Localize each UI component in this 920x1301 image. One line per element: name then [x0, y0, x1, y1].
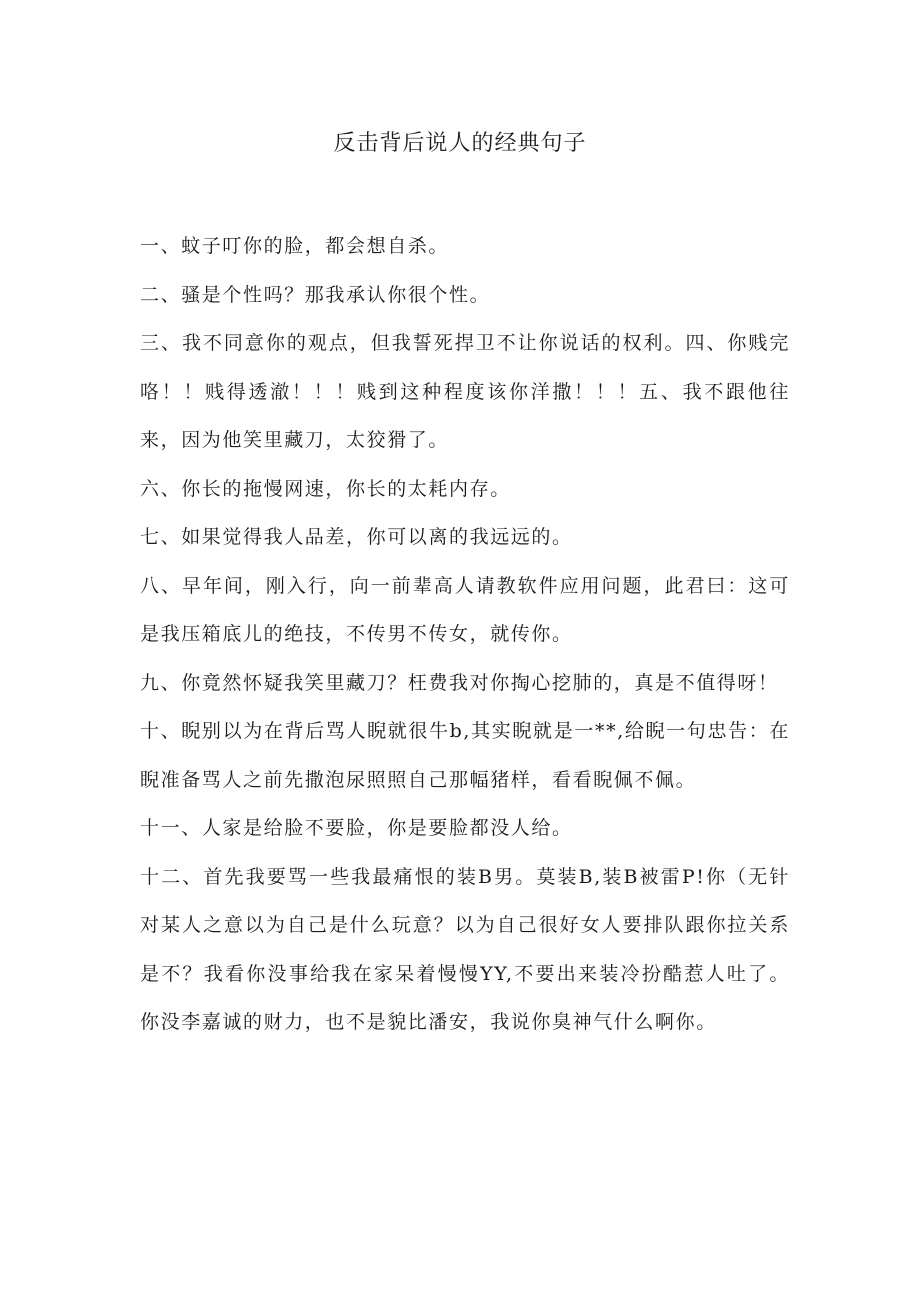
- paragraph-1: 一、蚊子叮你的脸，都会想自杀。: [140, 235, 450, 257]
- paragraph-3: 三、我不同意你的观点，但我誓死捍卫不让你说话的权利。四、你贱完咯！！贱得透澈！！！贱到这种程度该你洋撒！！！五、我不跟他往来，因为他笑里藏刀，太狡猾了。: [140, 332, 790, 451]
- paragraph-9: 十一、人家是给脸不要脸，你是要脸都没人给。: [140, 817, 573, 839]
- paragraph-10: 十二、首先我要骂一些我最痛恨的装B男。莫装B,装B被雷P!你（无针对某人之意以为自己是什么玩意？以为自己很好女人要排队跟你拉关系是不？我看你没事给我在家呆着慢慢YY,不要出来装冷扮酷惹人吐了。你没李嘉诚的财力，也不是貌比潘安，我说你臭神气什么啊你。: [140, 865, 790, 1033]
- document-title: 反击背后说人的经典句子: [333, 131, 587, 156]
- paragraph-2: 二、骚是个性吗？那我承认你很个性。: [140, 283, 491, 306]
- paragraph-5: 七、如果觉得我人品差，你可以离的我远远的。: [140, 526, 573, 548]
- document-body: [140, 222, 790, 1047]
- paragraph-8: 十、睨别以为在背后骂人睨就很牛b,其实睨就是一**,给睨一句忠告：在睨准备骂人之前先撒泡尿照照自己那幅猪样，看看睨佩不佩。: [140, 720, 790, 791]
- paragraph-6: 八、早年间，刚入行，向一前辈高人请教软件应用问题，此君曰：这可是我压箱底儿的绝技，不传男不传女，就传你。: [140, 574, 790, 645]
- paragraph-7: 九、你竟然怀疑我笑里藏刀？枉费我对你掏心挖肺的，真是不值得呀！: [140, 671, 779, 694]
- paragraph-4: 六、你长的拖慢网速，你长的太耗内存。: [140, 477, 511, 500]
